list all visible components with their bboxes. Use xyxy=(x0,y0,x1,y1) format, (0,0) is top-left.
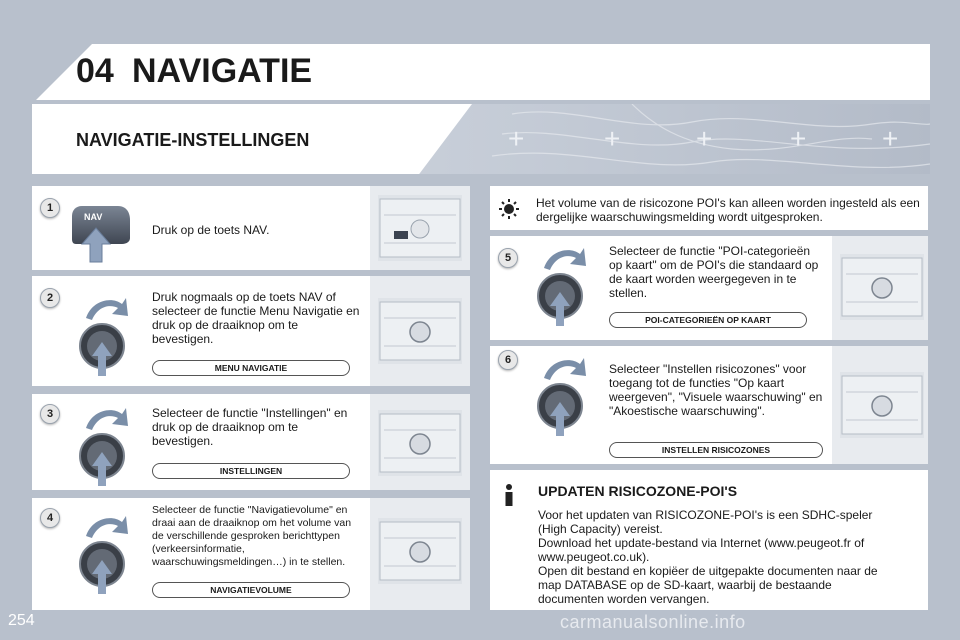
step-1-text: Druk op de toets NAV. xyxy=(152,223,270,237)
plus-icon: + xyxy=(508,123,525,154)
radio-unit-image xyxy=(840,254,924,320)
step-badge: 5 xyxy=(498,248,518,268)
nav-button-icon xyxy=(68,204,140,269)
step-5-text: Selecteer de functie "POI-categorieën op kaart" om de POI's die standaard op de kaart worden weergegeven in te stellen. xyxy=(609,244,819,300)
plus-icon: + xyxy=(696,123,713,154)
watermark: carmanualsonline.info xyxy=(560,612,746,632)
rotary-knob-icon xyxy=(530,240,590,330)
rotary-knob-icon xyxy=(72,400,132,490)
info-body xyxy=(538,508,898,606)
menu-label-pill: NAVIGATIEVOLUME xyxy=(152,582,350,598)
rotary-knob-icon xyxy=(72,290,132,380)
plus-icon: + xyxy=(882,123,899,154)
info-line: Download het update-bestand via Internet (www.peugeot.fr of www.peugeot.co.uk). xyxy=(538,536,865,564)
step-2-text: Druk nogmaals op de toets NAV of selecteer de functie Menu Navigatie en druk op de draaiknop om te bevestigen. xyxy=(152,290,360,346)
radio-unit-image xyxy=(378,298,462,364)
step-6-text: Selecteer "Instellen risicozones" voor toegang tot de functies "Op kaart weergeven", "Visuele waarschuwing" en "Akoestische waarschuwing". xyxy=(609,362,823,418)
sun-icon xyxy=(498,198,520,225)
chapter-title: NAVIGATIE xyxy=(132,52,313,90)
plus-icon: + xyxy=(604,123,621,154)
menu-label-pill: INSTELLEN RISICOZONES xyxy=(609,442,823,458)
radio-unit-image xyxy=(378,410,462,476)
step-badge: 2 xyxy=(40,288,60,308)
step-badge: 6 xyxy=(498,350,518,370)
info-line: Open dit bestand en kopiëer de uitgepakte documenten naar de map DATABASE op de SD-kaart, waarbij de bestaande documenten worden vervangen. xyxy=(538,564,878,606)
radio-unit-image xyxy=(378,518,462,584)
step-4-text: Selecteer de functie "Navigatievolume" en draai aan de draaiknop om het volume van de verschillende gesproken berichttypen (verkeersinformatie, waarschuwingsmeldingen…) in te stellen. xyxy=(152,504,352,568)
section-title: NAVIGATIE-INSTELLINGEN xyxy=(76,130,310,150)
step-badge: 1 xyxy=(40,198,60,218)
info-line: Voor het updaten van RISICOZONE-POI's is een SDHC-speler (High Capacity) vereist. xyxy=(538,508,873,536)
plus-icon: + xyxy=(790,123,807,154)
menu-label-pill: INSTELLINGEN xyxy=(152,463,350,479)
step-badge: 3 xyxy=(40,404,60,424)
info-title: UPDATEN RISICOZONE-POI'S xyxy=(538,483,738,499)
step-badge: 4 xyxy=(40,508,60,528)
radio-unit-image xyxy=(840,372,924,438)
radio-unit-image xyxy=(378,195,462,261)
step-3-text: Selecteer de functie "Instellingen" en druk op de draaiknop om te bevestigen. xyxy=(152,406,348,448)
chapter-number: 04 xyxy=(76,52,114,90)
rotary-knob-icon xyxy=(530,350,590,440)
nav-button-label: NAV xyxy=(84,212,103,222)
info-icon xyxy=(498,482,520,513)
tip-text: Het volume van de risicozone POI's kan alleen worden ingesteld als een dergelijke waarschuwingsmelding wordt uitgesproken. xyxy=(536,196,920,224)
page-number: 254 xyxy=(8,612,35,629)
menu-label-pill: MENU NAVIGATIE xyxy=(152,360,350,376)
rotary-knob-icon xyxy=(72,508,132,598)
menu-label-pill: POI-CATEGORIEËN OP KAART xyxy=(609,312,807,328)
